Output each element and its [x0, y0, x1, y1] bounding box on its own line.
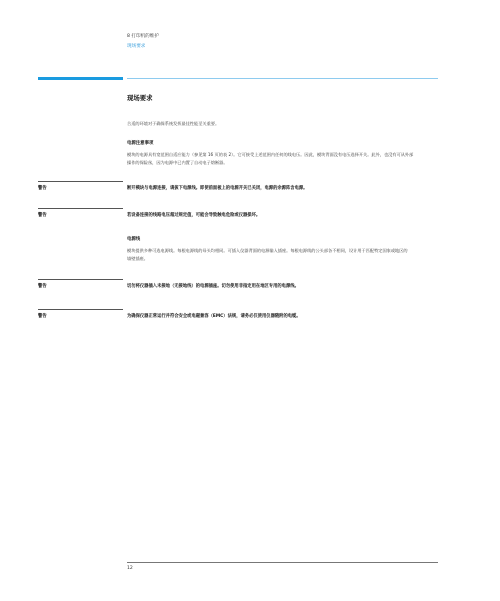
warning-text: 若设备连接的线路电压超过规定值，可能会导致触电危险或仪器损坏。 [127, 213, 261, 218]
warning-text: 切勿将仪器插入未接地（无接地线）的电源插座。切勿使用非指定用在地区专用的电源线。 [127, 284, 299, 289]
power-paragraph-line-1: 模块的电源具有宽范围自适应能力（参见第 16 页的表 2）。它可接受上述范围内任何的线电压。因此，模块背面没有电压选择开关。此外，也没有可从外部 [127, 152, 414, 157]
warning-label: 警告 [38, 284, 47, 289]
warning-label: 警告 [38, 213, 47, 218]
warning-label: 警告 [38, 186, 47, 191]
chapter-heading: 8 打印机的维护 [127, 34, 159, 39]
page-number: 12 [127, 566, 133, 571]
footer-divider [127, 562, 438, 563]
power-cord-paragraph-line-1: 模块提供多种可选电源线。每根电源线的母头均相同。可插入仪器背面的电源输入插座。每根电源线的公头部各不相同，设计用于匹配特定国家或地区的 [127, 248, 408, 253]
power-cord-heading: 电源线 [127, 237, 141, 242]
power-cord-paragraph-line-2: 墙壁插座。 [127, 256, 148, 261]
warning-divider [38, 279, 123, 280]
intro-paragraph: 合适的环境对于确保系统发挥最佳性能至关重要。 [127, 121, 220, 126]
section-accent-bar [38, 77, 123, 80]
warning-label: 警告 [38, 314, 47, 319]
warning-divider [38, 181, 123, 182]
warning-text: 断开模块与电源连接，请拔下电源线。即使前面板上的电源开关已关闭，电源的余源阵含电源。 [127, 186, 308, 191]
power-considerations-heading: 电源注意事项 [127, 141, 154, 146]
warning-divider [38, 309, 123, 310]
power-paragraph-line-2: 操作的保险丝，因为电源中已内置了自动电子熔断器。 [127, 160, 228, 165]
section-breadcrumb-link[interactable]: 现场要求 [127, 44, 146, 49]
page-title: 现场要求 [127, 94, 153, 102]
warning-text: 为确保仪器正常运行并符合安全或电磁兼容（EMC）法规，请务必仅使用仪器随附的电缆。 [127, 314, 301, 319]
warning-divider [38, 208, 123, 209]
section-divider [127, 78, 438, 79]
